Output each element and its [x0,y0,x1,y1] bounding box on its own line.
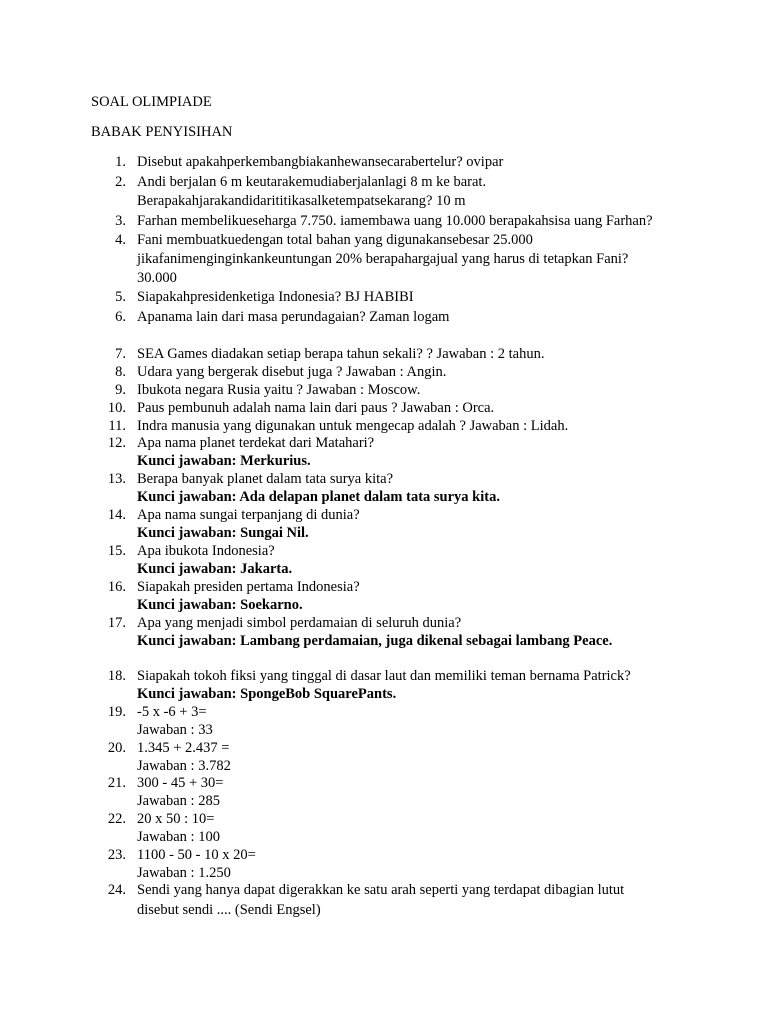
item-text: Fani membuatkuedengan total bahan yang digunakansebesar 25.000 [137,232,533,248]
item-number: 15. [107,543,126,559]
item-number: 18. [107,668,126,684]
item-text: 20 x 50 : 10= [137,811,215,827]
item-number: 3. [115,213,126,229]
item-number: 24. [107,882,126,898]
item-text: Jawaban : 33 [137,722,213,738]
item-number: 1. [115,154,126,170]
item-text: Apa nama planet terdekat dari Matahari? [137,435,375,451]
item-number: 17. [107,615,126,631]
item-text: 30.000 [137,270,177,286]
answer-key: Kunci jawaban: Merkurius. [137,453,311,469]
item-text: Apa nama sungai terpanjang di dunia? [137,507,360,523]
item-text: 1.345 + 2.437 = [137,740,230,756]
item-number: 21. [107,775,126,791]
item-text: Apa yang menjadi simbol perdamaian di seluruh dunia? [137,615,462,631]
item-text: Andi berjalan 6 m keutarakemudiaberjalanlagi 8 m ke barat. [137,174,487,190]
item-text: Jawaban : 3.782 [137,758,231,774]
item-number: 10. [107,400,126,416]
answer-key: Kunci jawaban: Ada delapan planet dalam tata surya kita. [137,489,500,505]
item-number: 9. [115,382,126,398]
item-text: Indra manusia yang digunakan untuk mengecap adalah ? Jawaban : Lidah. [137,418,569,434]
item-text: SEA Games diadakan setiap berapa tahun sekali? ? Jawaban : 2 tahun. [137,346,545,362]
item-text: 1100 - 50 - 10 x 20= [137,847,256,863]
item-text: Berapa banyak planet dalam tata surya kita? [137,471,394,487]
item-number: 6. [115,309,126,325]
item-number: 5. [115,289,126,305]
item-text: 300 - 45 + 30= [137,775,224,791]
item-text: Siapakah presiden pertama Indonesia? [137,579,360,595]
item-number: 2. [115,174,126,190]
item-text: Sendi yang hanya dapat digerakkan ke satu arah seperti yang terdapat dibagian lutut [137,882,625,898]
item-text: Apanama lain dari masa perundagaian? Zaman logam [137,309,450,325]
item-text: Farhan membelikueseharga 7.750. iamembawa uang 10.000 berapakahsisa uang Farhan? [137,213,653,229]
item-number: 7. [115,346,126,362]
page-subtitle: BABAK PENYISIHAN [91,124,233,140]
item-text: Disebut apakahperkembangbiakanhewansecarabertelur? ovipar [137,154,504,170]
item-number: 22. [107,811,126,827]
item-number: 14. [107,507,126,523]
item-text: Jawaban : 285 [137,793,220,809]
answer-key: Kunci jawaban: Soekarno. [137,597,303,613]
item-text: Udara yang bergerak disebut juga ? Jawaban : Angin. [137,364,447,380]
item-text: Jawaban : 100 [137,829,220,845]
item-number: 11. [108,418,126,434]
item-number: 8. [115,364,126,380]
item-number: 20. [107,740,126,756]
item-text: Apa ibukota Indonesia? [137,543,275,559]
item-number: 4. [115,232,126,248]
item-text: Berapakahjarakandidarititikasalketempatsekarang? 10 m [137,193,466,209]
item-number: 12. [107,435,126,451]
item-number: 13. [107,471,126,487]
item-number: 16. [107,579,126,595]
item-text: Jawaban : 1.250 [137,865,231,881]
page-title: SOAL OLIMPIADE [91,94,212,110]
item-text: Siapakah tokoh fiksi yang tinggal di dasar laut dan memiliki teman bernama Patrick? [137,668,631,684]
item-number: 19. [107,704,126,720]
item-text: -5 x -6 + 3= [137,704,207,720]
answer-key: Kunci jawaban: Jakarta. [137,561,293,577]
item-text: Paus pembunuh adalah nama lain dari paus ? Jawaban : Orca. [137,400,495,416]
item-number: 23. [107,847,126,863]
answer-key: Kunci jawaban: Sungai Nil. [137,525,309,541]
item-text: jikafanimenginginkankeuntungan 20% berapahargajual yang harus di tetapkan Fani? [137,251,629,267]
item-text: disebut sendi .... (Sendi Engsel) [137,902,321,918]
item-text: Siapakahpresidenketiga Indonesia? BJ HABIBI [137,289,414,305]
item-text: Ibukota negara Rusia yaitu ? Jawaban : Moscow. [137,382,421,398]
answer-key: Kunci jawaban: Lambang perdamaian, juga dikenal sebagai lambang Peace. [137,633,613,649]
answer-key: Kunci jawaban: SpongeBob SquarePants. [137,686,397,702]
